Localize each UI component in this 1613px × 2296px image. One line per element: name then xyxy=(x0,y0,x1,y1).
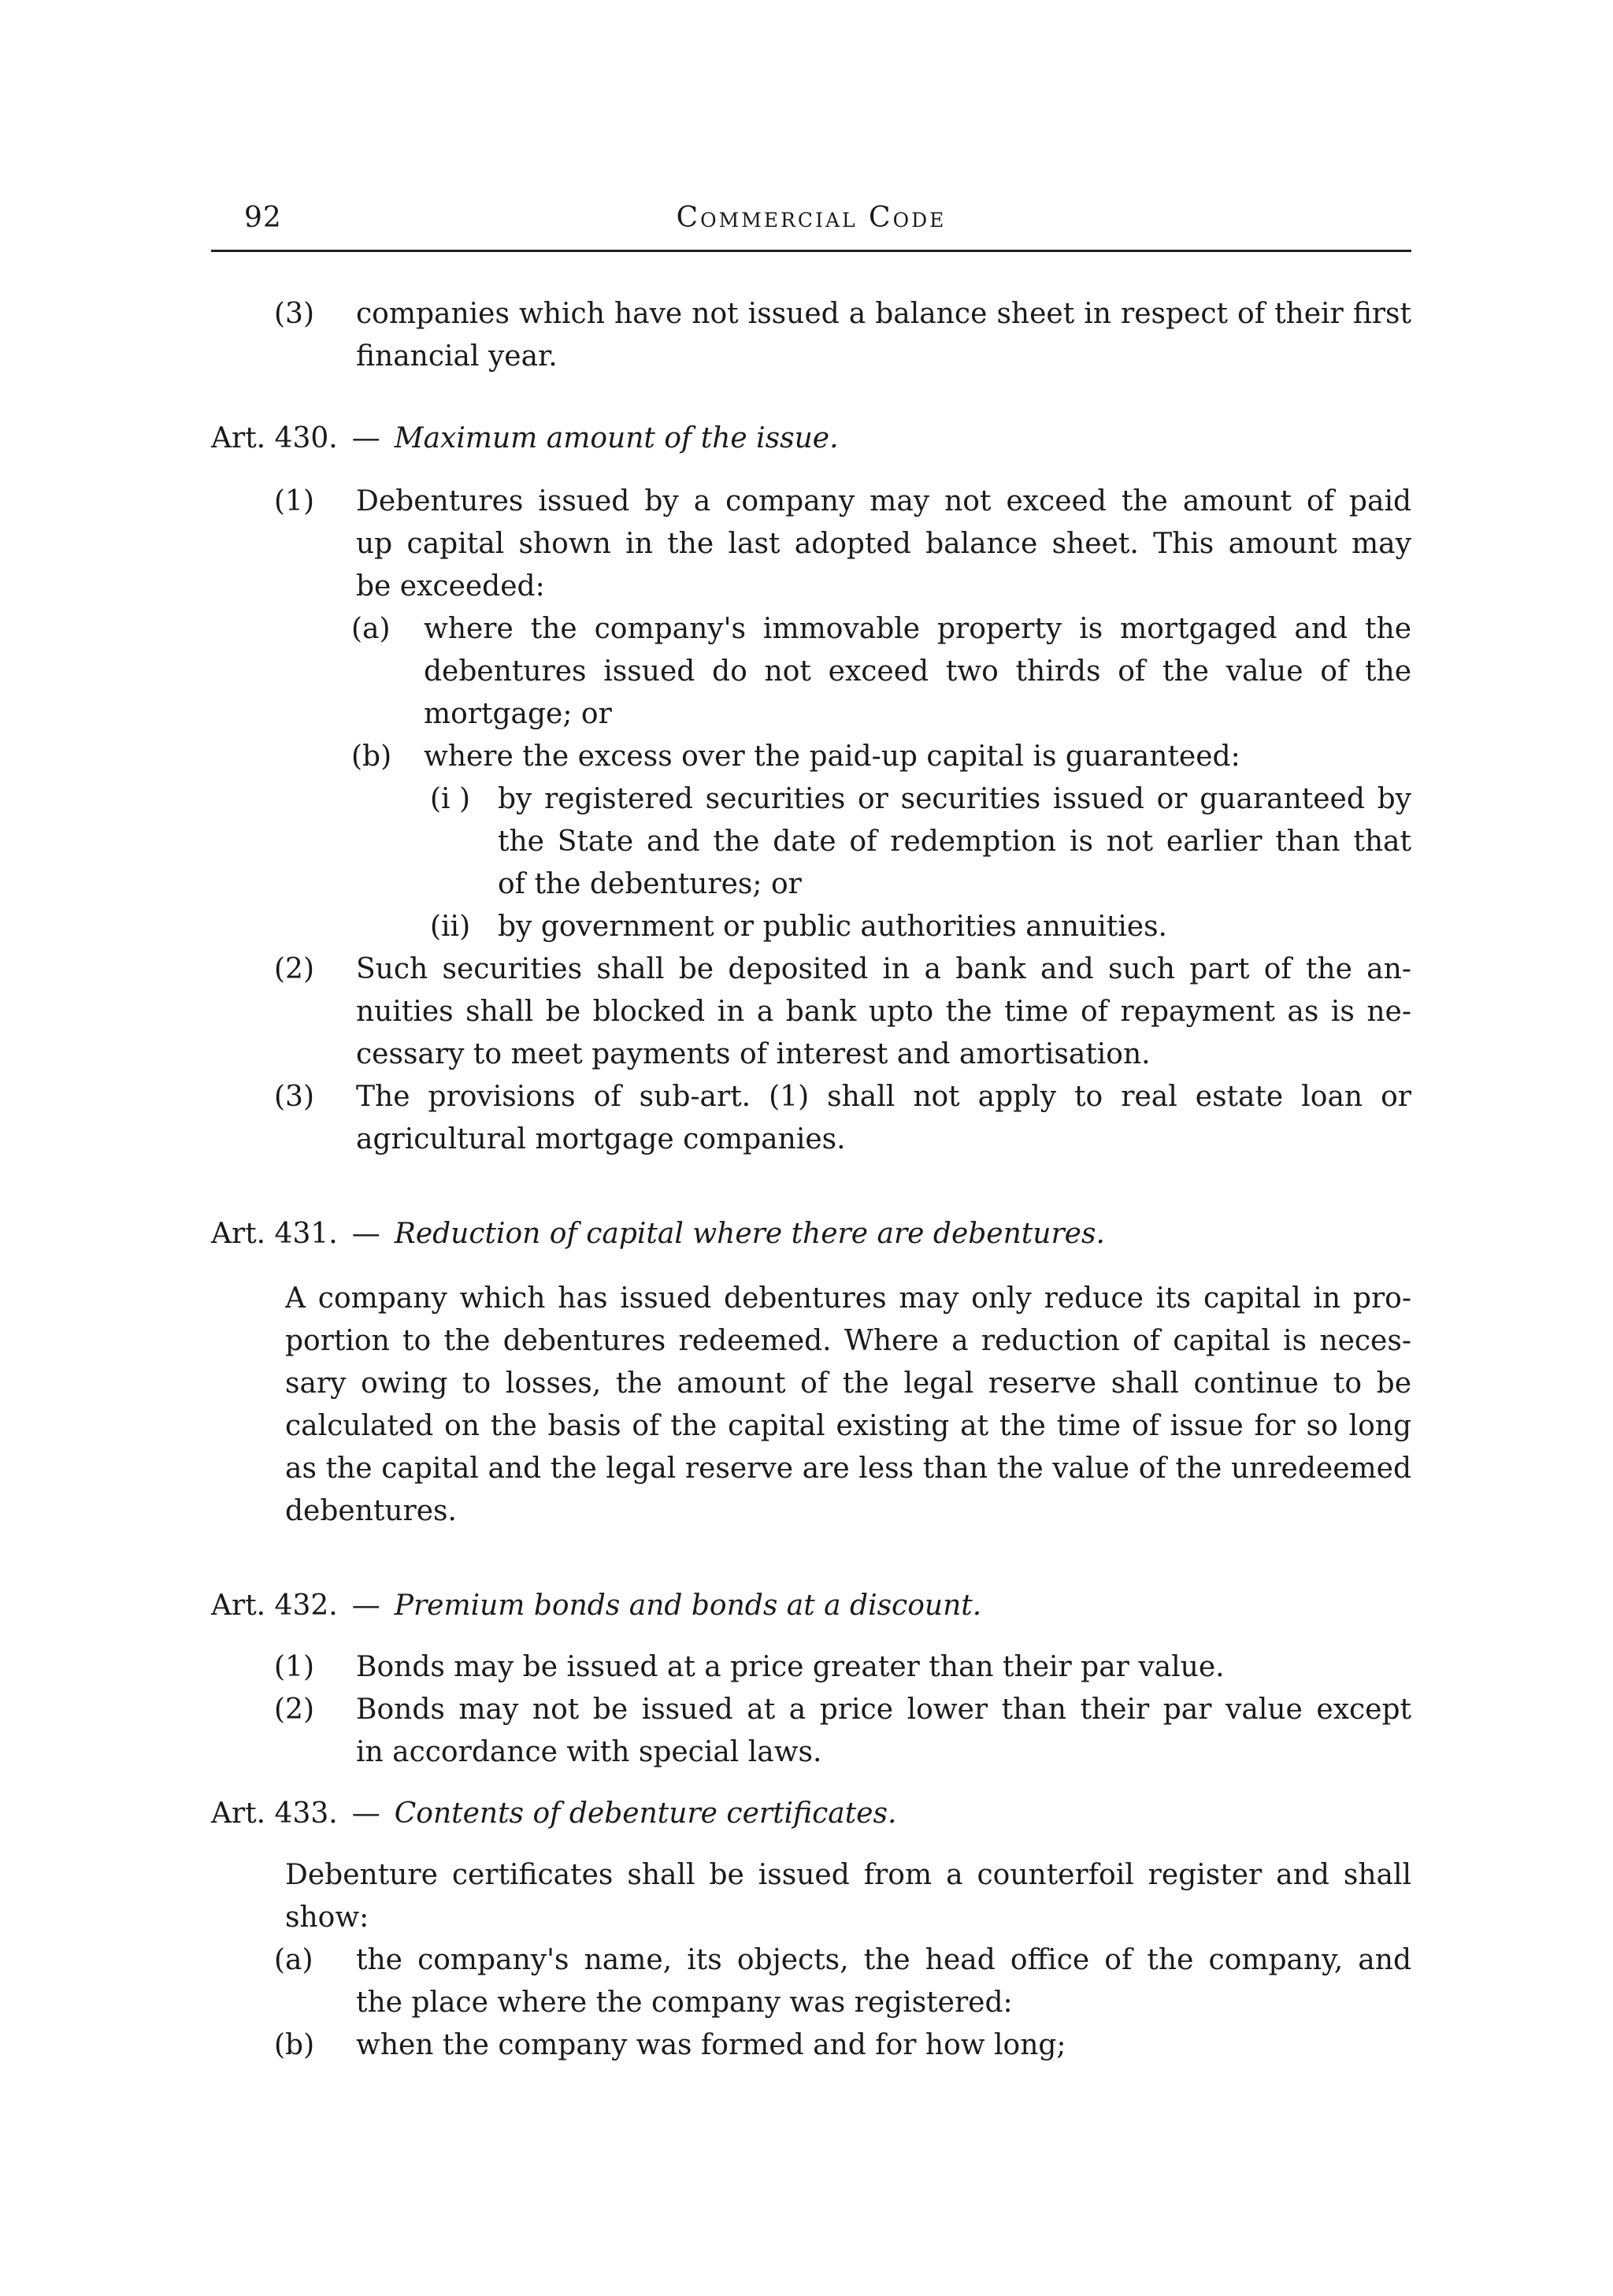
text-line: financial year. xyxy=(356,340,558,373)
text-line: the place where the company was registered: xyxy=(356,1986,1013,2019)
text-line: be exceeded: xyxy=(356,570,545,603)
text-line: debentures. xyxy=(285,1495,457,1527)
article-number: Art. 433. xyxy=(211,1797,338,1830)
em-dash: — xyxy=(351,1797,380,1830)
text-line: mortgage; or xyxy=(424,698,612,730)
text-line: nuities shall be blocked in a bank upto the time of repayment as is ne- xyxy=(356,996,1411,1028)
article-heading-432 xyxy=(211,1585,981,1627)
text-line: sary owing to losses, the amount of the legal reserve shall continue to be xyxy=(285,1367,1411,1400)
item-label: (a) xyxy=(274,1944,313,1976)
item-label: (2) xyxy=(274,1693,314,1726)
text-line: Debentures issued by a company may not exceed the amount of paid xyxy=(356,485,1411,517)
article-heading-430 xyxy=(211,417,839,460)
text-line: of the debentures; or xyxy=(498,868,802,900)
text-line: Such securities shall be deposited in a bank and such part of the an- xyxy=(356,953,1411,985)
text-line: where the company's immovable property is mortgaged and the xyxy=(424,613,1411,645)
text-line: up capital shown in the last adopted balance sheet. This amount may xyxy=(356,528,1411,560)
em-dash: — xyxy=(351,422,380,454)
article-heading-431 xyxy=(211,1213,1105,1256)
item-label: (1) xyxy=(274,1651,314,1683)
article-title: Maximum amount of the issue. xyxy=(394,422,839,454)
text-line: The provisions of sub-art. (1) shall not apply to real estate loan or xyxy=(356,1081,1411,1113)
text-line: the company's name, its objects, the head office of the company, and xyxy=(356,1944,1411,1976)
text-line: when the company was formed and for how long; xyxy=(356,2029,1066,2061)
article-number: Art. 432. xyxy=(211,1589,338,1622)
item-label: (ii) xyxy=(430,911,471,943)
item-label: (a) xyxy=(351,613,391,645)
item-label: (2) xyxy=(274,953,314,985)
text-line: Debenture certificates shall be issued from a counterfoil register and shall xyxy=(285,1859,1411,1891)
article-number: Art. 430. xyxy=(211,422,338,454)
text-line: agricultural mortgage companies. xyxy=(356,1123,846,1155)
item-label: (1) xyxy=(274,485,314,517)
article-heading-433 xyxy=(211,1793,896,1835)
article-title: Reduction of capital where there are debentures. xyxy=(394,1218,1105,1250)
text-line: cessary to meet payments of interest and amortisation. xyxy=(356,1038,1151,1070)
header-rule xyxy=(211,250,1411,252)
text-line: in accordance with special laws. xyxy=(356,1736,822,1768)
item-label: (b) xyxy=(274,2029,315,2061)
text-line: companies which have not issued a balance sheet in respect of their first xyxy=(356,298,1411,330)
running-header xyxy=(211,197,1411,252)
em-dash: — xyxy=(351,1218,380,1250)
page-number: 92 xyxy=(244,202,282,234)
text-line: Bonds may be issued at a price greater than their par value. xyxy=(356,1651,1225,1683)
text-line: the State and the date of redemption is not earlier than that xyxy=(498,825,1411,858)
text-line: Bonds may not be issued at a price lower than their par value except xyxy=(356,1693,1411,1726)
em-dash: — xyxy=(351,1589,380,1622)
article-title: Premium bonds and bonds at a discount. xyxy=(394,1589,982,1622)
item-label: (i ) xyxy=(430,783,471,815)
text-line: where the excess over the paid-up capital is guaranteed: xyxy=(424,740,1240,773)
article-title: Contents of debenture certificates. xyxy=(394,1797,897,1830)
text-line: by registered securities or securities issued or guaranteed by xyxy=(498,783,1411,815)
item-label: (3) xyxy=(274,298,314,330)
text-line: calculated on the basis of the capital existing at the time of issue for so long xyxy=(285,1410,1411,1442)
text-line: A company which has issued debentures may only reduce its capital in pro- xyxy=(285,1282,1411,1315)
text-line: show: xyxy=(285,1901,369,1934)
text-line: by government or public authorities annuities. xyxy=(498,911,1167,943)
running-title: Commercial Code xyxy=(676,202,947,234)
text-line: as the capital and the legal reserve are less than the value of the unredeemed xyxy=(285,1452,1411,1485)
item-label: (b) xyxy=(351,740,392,773)
article-number: Art. 431. xyxy=(211,1218,338,1250)
text-line: portion to the debentures redeemed. Where a reduction of capital is neces- xyxy=(285,1325,1411,1357)
item-label: (3) xyxy=(274,1081,314,1113)
text-line: debentures issued do not exceed two thirds of the value of the xyxy=(424,655,1411,688)
